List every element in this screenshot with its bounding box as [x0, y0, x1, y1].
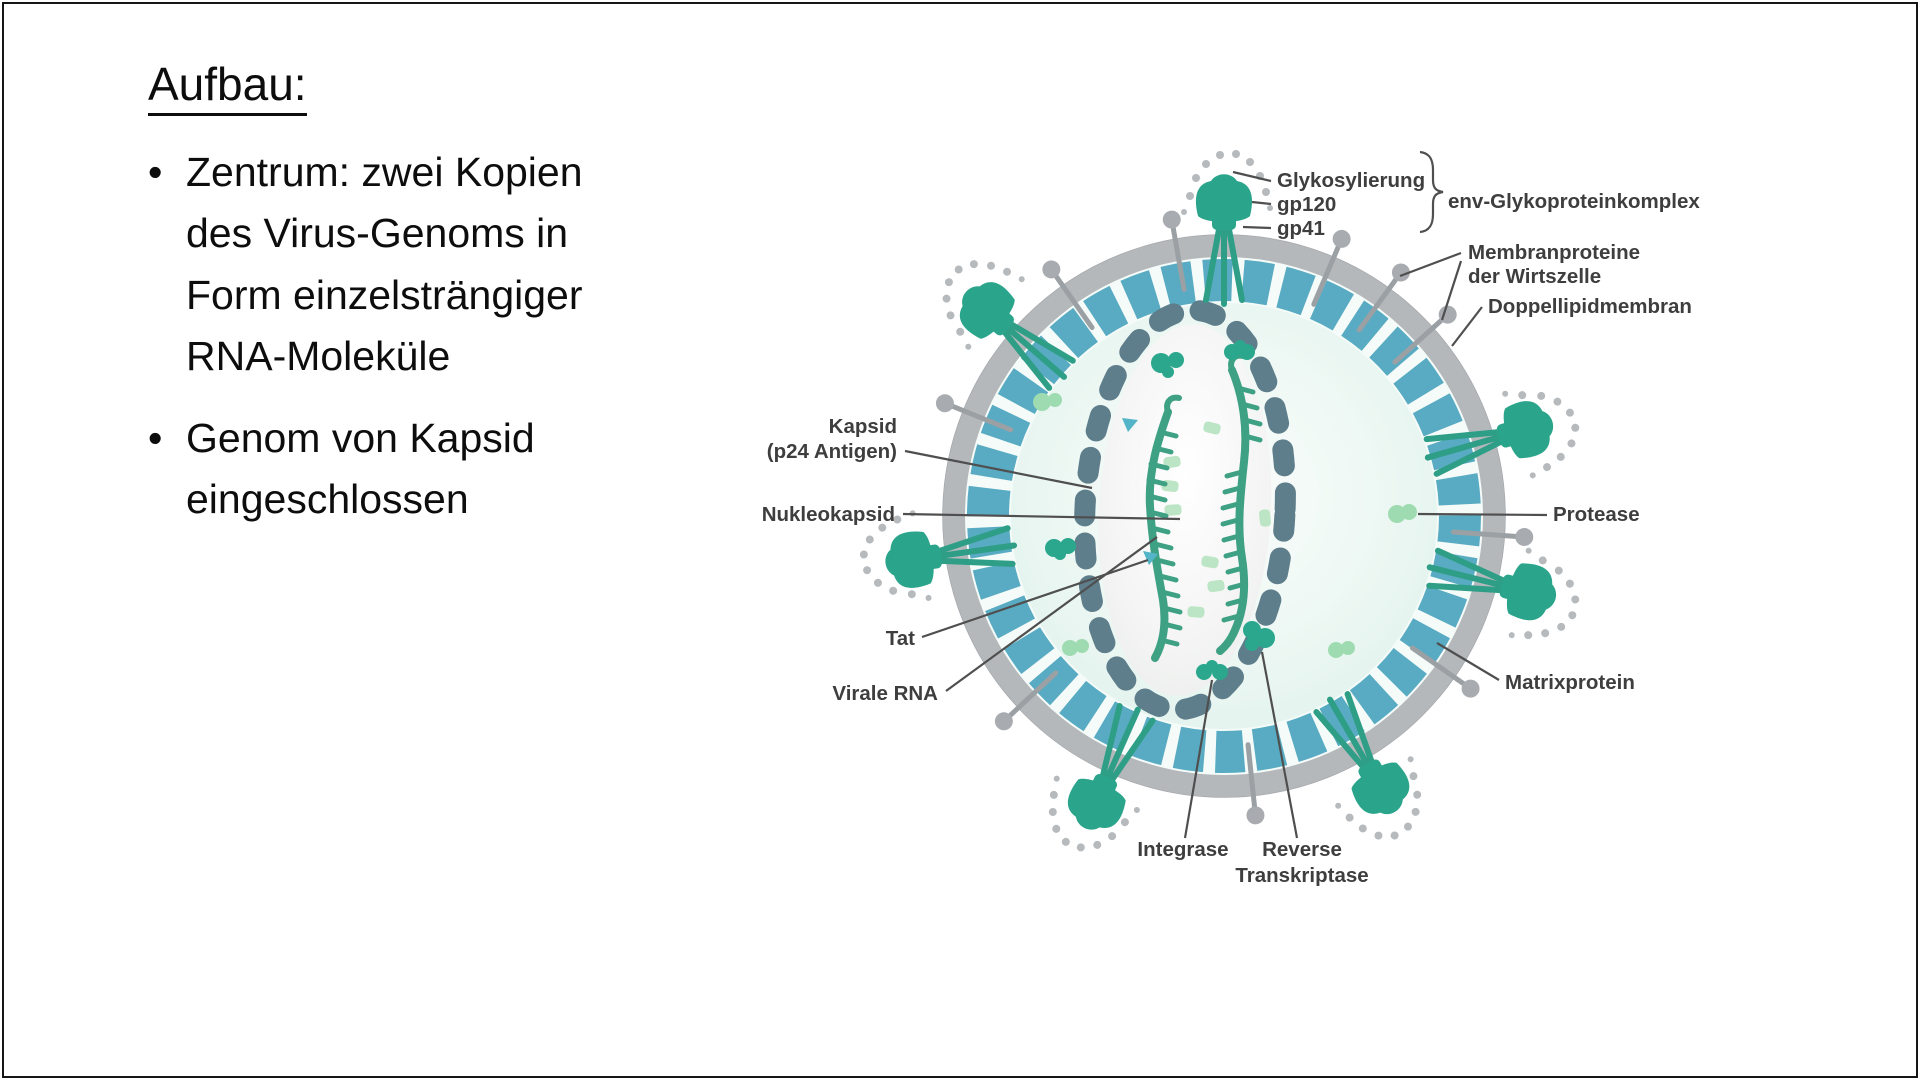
label-tat: Tat	[885, 627, 915, 650]
bullet-marker: •	[148, 148, 163, 195]
label-glykosylierung: Glykosylierung	[1277, 169, 1426, 192]
label-doppellipidmembran: Doppellipidmembran	[1488, 295, 1692, 318]
label-reverse-transkriptase: Reverse	[1262, 838, 1342, 861]
bullet-text: Zentrum: zwei Kopien des Virus-Genoms in Form einzelsträngiger RNA-Moleküle	[186, 148, 583, 379]
label-integrase: Integrase	[1137, 838, 1229, 861]
env-brace	[1420, 152, 1443, 232]
bullet-text: Genom von Kapsid eingeschlossen	[186, 414, 535, 522]
label-membranproteine: der Wirtszelle	[1468, 265, 1602, 288]
gp120-line	[1252, 202, 1271, 204]
label-virale-rna: Virale RNA	[832, 682, 938, 705]
label-matrixprotein: Matrixprotein	[1505, 671, 1635, 694]
label-kapsid: Kapsid	[828, 415, 897, 438]
label-env-glykoproteinkomplex: env-Glykoproteinkomplex	[1448, 190, 1700, 213]
slide-heading: Aufbau:	[148, 56, 593, 114]
label-membranproteine: Membranproteine	[1468, 241, 1640, 264]
glykosylierung-line	[1233, 172, 1271, 181]
label-reverse-transkriptase: Transkriptase	[1235, 864, 1369, 887]
label-nukleokapsid: Nukleokapsid	[761, 503, 895, 526]
bullet-marker: •	[148, 414, 163, 461]
gp41-line	[1243, 227, 1271, 228]
label-kapsid: (p24 Antigen)	[766, 440, 897, 463]
label-protease: Protease	[1553, 503, 1640, 526]
protease-line	[1418, 514, 1547, 515]
label-gp41: gp41	[1277, 217, 1325, 240]
label-gp120: gp120	[1277, 193, 1337, 216]
